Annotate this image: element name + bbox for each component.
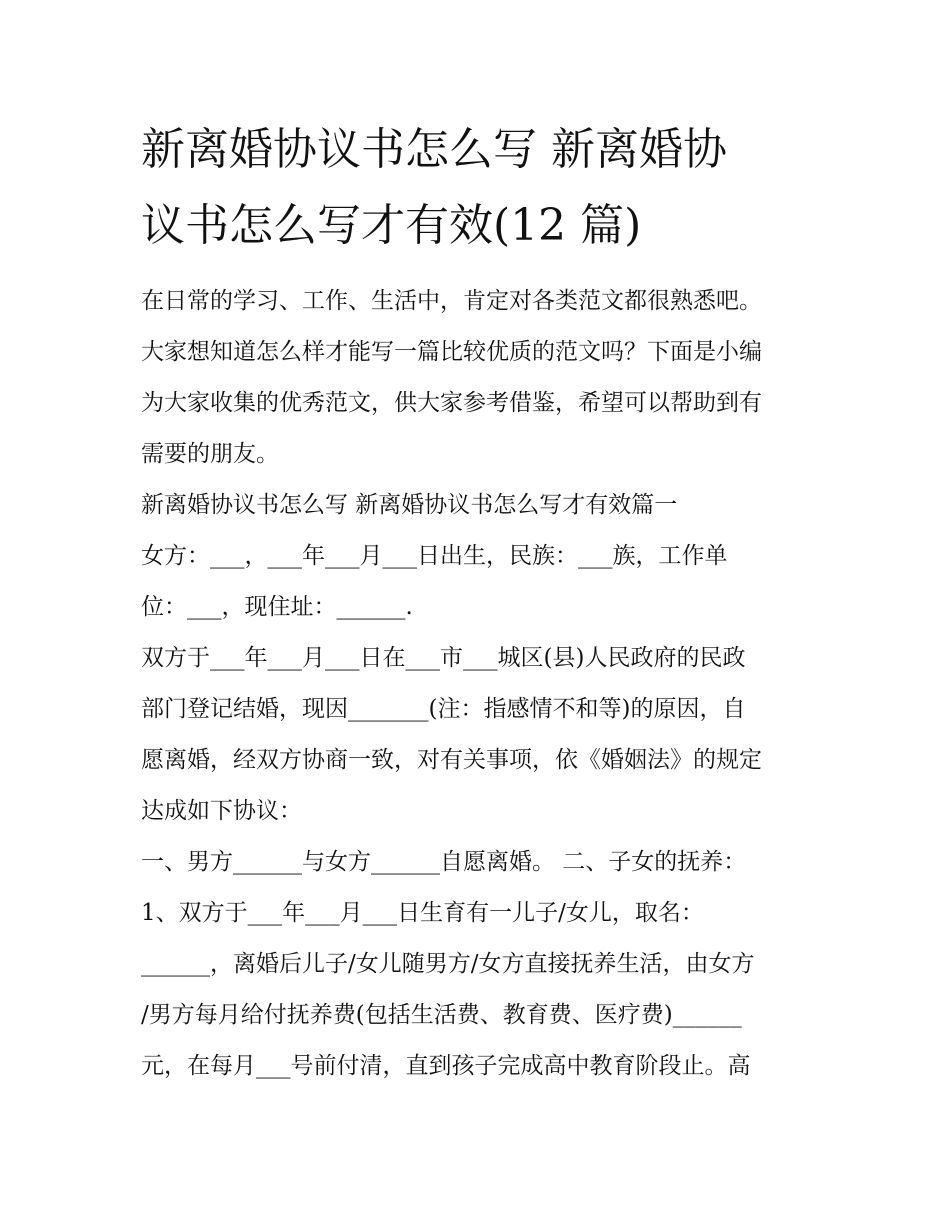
agreement-line: 达成如下协议： [141,798,302,824]
agreement-line: 部门登记结婚，现因_______(注：指感情不和等)的原因，自 [141,696,746,722]
intro-paragraph-line: 为大家收集的优秀范文，供大家参考借鉴，希望可以帮助到有 [141,390,762,416]
agreement-clause: 元，在每月___号前付清，直到孩子完成高中教育阶段止。高 [141,1053,751,1079]
document-body [141,276,821,1092]
agreement-clause: 1、双方于___年___月___日生育有一儿子/女儿，取名： [141,900,704,926]
agreement-clause: ______，离婚后儿子/女儿随男方/女方直接抚养生活，由女方 [141,951,755,977]
intro-paragraph-line: 在日常的学习、工作、生活中，肯定对各类范文都很熟悉吧。 [141,288,762,314]
agreement-line: 愿离婚，经双方协商一致，对有关事项，依《婚姻法》的规定 [141,747,762,773]
page-title [141,112,821,264]
intro-paragraph-line: 需要的朋友。 [141,441,279,467]
agreement-line: 女方：___，___年___月___日出生，民族：___族，工作单 [141,543,728,569]
agreement-clause: /男方每月给付抚养费(包括生活费、教育费、医疗费)______ [141,1002,742,1028]
agreement-clause: 一、男方______与女方______自愿离婚。 二、子女的抚养： [141,849,747,875]
agreement-line: 双方于___年___月___日在___市___城区(县)人民政府的民政 [141,645,746,671]
title-line-2: 议书怎么写才有效(12 篇) [141,200,642,251]
intro-paragraph-line: 大家想知道怎么样才能写一篇比较优质的范文吗？下面是小编 [141,339,762,365]
section-heading: 新离婚协议书怎么写 新离婚协议书怎么写才有效篇一 [141,492,678,518]
agreement-line: 位：___，现住址：______. [141,594,413,620]
title-line-1: 新离婚协议书怎么写 新离婚协 [141,124,727,175]
